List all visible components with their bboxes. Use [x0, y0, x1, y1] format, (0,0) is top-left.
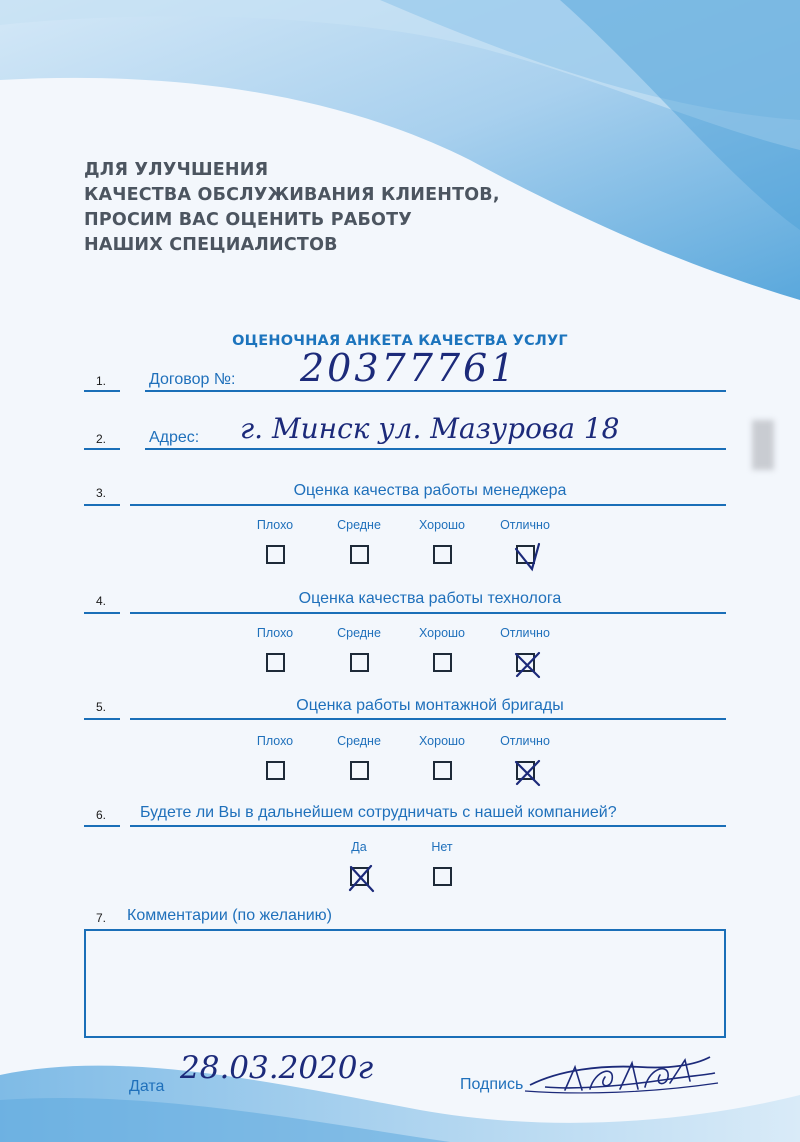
option-label: Плохо	[256, 626, 294, 640]
redacted-area	[752, 420, 774, 470]
option-label: Отлично	[500, 626, 550, 640]
cross-mark-icon	[346, 863, 377, 894]
form-title: ОЦЕНОЧНАЯ АНКЕТА КАЧЕСТВА УСЛУГ	[232, 333, 568, 349]
comments-label: Комментарии (по желанию)	[127, 907, 332, 924]
checkbox[interactable]	[433, 761, 452, 780]
manager-rating-label: Оценка качества работы менеджера	[293, 482, 567, 499]
checkbox-checked[interactable]	[516, 653, 535, 672]
option-good[interactable]	[406, 625, 478, 672]
intro-line: КАЧЕСТВА ОБСЛУЖИВАНИЯ КЛИЕНТОВ,	[84, 185, 500, 205]
checkbox-checked[interactable]	[516, 761, 535, 780]
contract-field-line	[145, 390, 726, 392]
q2-number-underline	[84, 448, 120, 450]
q3-number: 3.	[96, 486, 107, 500]
option-excellent[interactable]	[489, 733, 561, 780]
checkbox[interactable]	[266, 761, 285, 780]
option-excellent[interactable]	[489, 517, 561, 564]
checkbox[interactable]	[433, 867, 452, 886]
q4-number-underline	[84, 612, 120, 614]
option-label: Нет	[431, 840, 453, 854]
option-label: Средне	[337, 518, 381, 532]
option-poor[interactable]	[239, 625, 311, 672]
q1-number-underline	[84, 390, 120, 392]
q5-number-underline	[84, 718, 120, 720]
q3-number-underline	[84, 504, 120, 506]
q3-line	[130, 504, 726, 506]
q5-line	[130, 718, 726, 720]
option-label: Хорошо	[418, 626, 466, 640]
option-label: Хорошо	[418, 518, 466, 532]
option-label: Плохо	[256, 518, 294, 532]
address-label: Адрес:	[149, 429, 200, 446]
q5-number: 5.	[96, 700, 107, 714]
option-label: Отлично	[500, 518, 550, 532]
checkbox-checked[interactable]	[516, 545, 535, 564]
technologist-rating-label: Оценка качества работы технолога	[298, 590, 562, 607]
option-poor[interactable]	[239, 517, 311, 564]
intro-line: ПРОСИМ ВАС ОЦЕНИТЬ РАБОТУ	[84, 210, 412, 230]
date-handwritten[interactable]: 28.03.2020г	[180, 1050, 374, 1086]
option-label: Отлично	[500, 734, 550, 748]
option-label: Средне	[337, 626, 381, 640]
option-excellent[interactable]	[489, 625, 561, 672]
q4-number: 4.	[96, 594, 107, 608]
checkbox[interactable]	[433, 653, 452, 672]
crew-rating-label: Оценка работы монтажной бригады	[296, 697, 564, 714]
address-handwritten[interactable]: г. Минск ул. Мазурова 18	[240, 412, 620, 445]
q2-number: 2.	[96, 432, 107, 446]
cross-mark-icon	[512, 757, 543, 788]
checkbox[interactable]	[350, 761, 369, 780]
contract-number-handwritten[interactable]: 20377761	[300, 346, 518, 390]
q6-number-underline	[84, 825, 120, 827]
contract-label: Договор №:	[149, 371, 236, 388]
checkbox[interactable]	[266, 653, 285, 672]
q4-line	[130, 612, 726, 614]
intro-heading	[84, 158, 500, 258]
option-good[interactable]	[406, 517, 478, 564]
option-label: Да	[351, 840, 367, 854]
option-label: Средне	[337, 734, 381, 748]
option-label: Хорошо	[418, 734, 466, 748]
checkbox[interactable]	[266, 545, 285, 564]
option-no[interactable]	[406, 839, 478, 886]
q6-line	[130, 825, 726, 827]
checkbox[interactable]	[350, 653, 369, 672]
option-label: Плохо	[256, 734, 294, 748]
intro-line: НАШИХ СПЕЦИАЛИСТОВ	[84, 235, 338, 255]
date-label: Дата	[129, 1078, 165, 1095]
option-average[interactable]	[323, 733, 395, 780]
q7-number: 7.	[96, 911, 107, 925]
cross-mark-icon	[512, 649, 543, 680]
address-field-line	[145, 448, 726, 450]
checkbox-checked[interactable]	[350, 867, 369, 886]
option-average[interactable]	[323, 625, 395, 672]
q1-number: 1.	[96, 374, 107, 388]
q6-number: 6.	[96, 808, 107, 822]
comments-textarea[interactable]	[84, 929, 726, 1038]
signature-label: Подпись	[460, 1076, 524, 1093]
checkbox[interactable]	[433, 545, 452, 564]
checkmark-icon	[512, 541, 543, 572]
checkbox[interactable]	[350, 545, 369, 564]
signature-image[interactable]	[520, 1045, 720, 1100]
option-yes[interactable]	[323, 839, 395, 886]
intro-line: ДЛЯ УЛУЧШЕНИЯ	[84, 160, 269, 180]
cooperation-question-label: Будете ли Вы в дальнейшем сотрудничать с нашей компанией?	[140, 804, 617, 821]
option-poor[interactable]	[239, 733, 311, 780]
option-good[interactable]	[406, 733, 478, 780]
option-average[interactable]	[323, 517, 395, 564]
